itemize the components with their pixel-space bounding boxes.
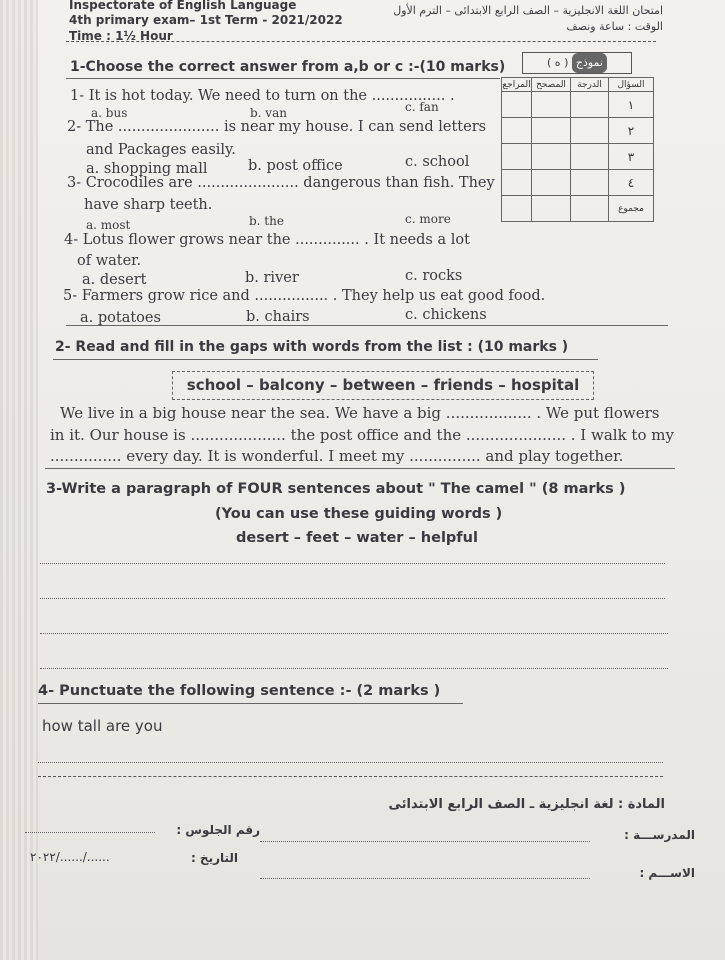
q2-choice-c: c. school	[405, 154, 470, 170]
date-label: التاريخ :	[190, 851, 238, 865]
model-label: نموذج	[572, 53, 607, 73]
q5-choice-c: c. chickens	[405, 307, 487, 323]
exam-time: Time : 1½ Hour	[69, 29, 173, 43]
answer-line[interactable]	[40, 668, 668, 669]
q5-choice-a: a. potatoes	[80, 310, 161, 326]
table-row-label: ١	[609, 92, 654, 118]
q2-choice-a: a. shopping mall	[86, 161, 208, 177]
q3-stem-cont: have sharp teeth.	[84, 197, 213, 213]
q1-choice-a: a. bus	[91, 106, 128, 120]
q3-choice-b: b. the	[249, 214, 284, 228]
q3-title: 3-Write a paragraph of FOUR sentences about " The camel " (8 marks )	[46, 481, 626, 497]
q2-passage-line: in it. Our house is .................... the post office and the ..................... . I walk to my	[50, 426, 674, 444]
paper-edge	[0, 0, 38, 960]
q2-underline	[53, 359, 598, 360]
arabic-title: امتحان اللغة الانجليزية – الصف الرابع الابتدائى – الترم الأول	[393, 4, 663, 17]
q1-underline	[66, 78, 500, 79]
answer-line[interactable]	[40, 598, 665, 599]
answer-line[interactable]	[38, 762, 663, 763]
q2-passage-line: ............... every day. It is wonderful. I meet my ............... and play together.	[50, 447, 624, 465]
section-divider	[66, 325, 668, 326]
school-field[interactable]	[260, 841, 590, 842]
q4-stem: 4- Lotus flower grows near the .............. . It needs a lot	[64, 232, 470, 248]
table-header-mark: الدرجة	[571, 78, 609, 92]
table-row-label: ٣	[609, 144, 654, 170]
q4-title: 4- Punctuate the following sentence :- (2 marks )	[38, 683, 441, 699]
q3-guiding-words: desert – feet – water – helpful	[236, 530, 478, 546]
date-field[interactable]: ٢٠٢٢/....../......	[30, 850, 110, 864]
answer-line[interactable]	[40, 633, 668, 634]
q2-choice-b: b. post office	[248, 158, 343, 174]
q2-title: 2- Read and fill in the gaps with words from the list : (10 marks )	[55, 339, 569, 355]
answer-line[interactable]	[40, 563, 665, 564]
q4-choice-b: b. river	[245, 270, 299, 286]
q2-stem: 2- The ...................... is near my house. I can send letters	[67, 119, 487, 135]
q4-choice-a: a. desert	[82, 272, 147, 288]
q4-sentence: how tall are you	[42, 717, 163, 735]
arabic-time: الوقت : ساعة ونصف	[566, 20, 663, 33]
q1-stem: 1- It is hot today. We need to turn on the ................ .	[70, 88, 455, 104]
q1-choice-b: b. van	[250, 106, 287, 120]
q2-stem-cont: and Packages easily.	[86, 142, 236, 158]
model-box	[522, 52, 632, 74]
q3-choice-c: c. more	[405, 212, 451, 226]
q4-stem-cont: of water.	[77, 253, 142, 269]
inspectorate-label: Inspectorate of English Language	[69, 0, 297, 12]
q1-choice-c: c. fan	[405, 100, 439, 114]
q3-choice-a: a. most	[86, 218, 131, 232]
table-row-label: ٢	[609, 118, 654, 144]
answer-line[interactable]	[38, 776, 663, 777]
q3-hint: (You can use these guiding words )	[215, 506, 503, 522]
exam-line: 4th primary exam– 1st Term - 2021/2022	[69, 13, 343, 27]
word-list-box: school – balcony – between – friends – hospital	[172, 371, 594, 400]
subject-label: المادة : لغة انجليزية ـ الصف الرابع الابتدائى	[388, 797, 665, 812]
q4-choice-c: c. rocks	[405, 268, 463, 284]
name-field[interactable]	[260, 878, 590, 879]
seat-label: رقم الجلوس :	[176, 823, 260, 837]
model-value: ( ه )	[547, 56, 569, 69]
table-row-label: ٤	[609, 170, 654, 196]
q2-passage-line: We live in a big house near the sea. We have a big .................. . We put flowers	[60, 404, 660, 422]
seat-field[interactable]	[25, 832, 155, 833]
table-row-total: مجموع	[609, 196, 654, 222]
section-divider	[45, 468, 675, 469]
q5-stem: 5- Farmers grow rice and ................ . They help us eat good food.	[63, 288, 546, 304]
name-label: الاســـم :	[639, 866, 695, 880]
grades-table	[501, 77, 654, 222]
q3-stem: 3- Crocodiles are ...................... dangerous than fish. They	[67, 175, 495, 191]
q5-choice-b: b. chairs	[246, 309, 310, 325]
table-header-question: السؤال	[609, 78, 654, 92]
table-header-corrector: المصحح	[532, 78, 571, 92]
school-label: المدرســـة :	[624, 828, 695, 842]
header-divider	[66, 41, 656, 42]
q4-underline	[38, 703, 463, 704]
table-header-reviewer: المراجع	[502, 79, 531, 90]
q1-title: 1-Choose the correct answer from a,b or c :-(10 marks)	[70, 59, 506, 75]
